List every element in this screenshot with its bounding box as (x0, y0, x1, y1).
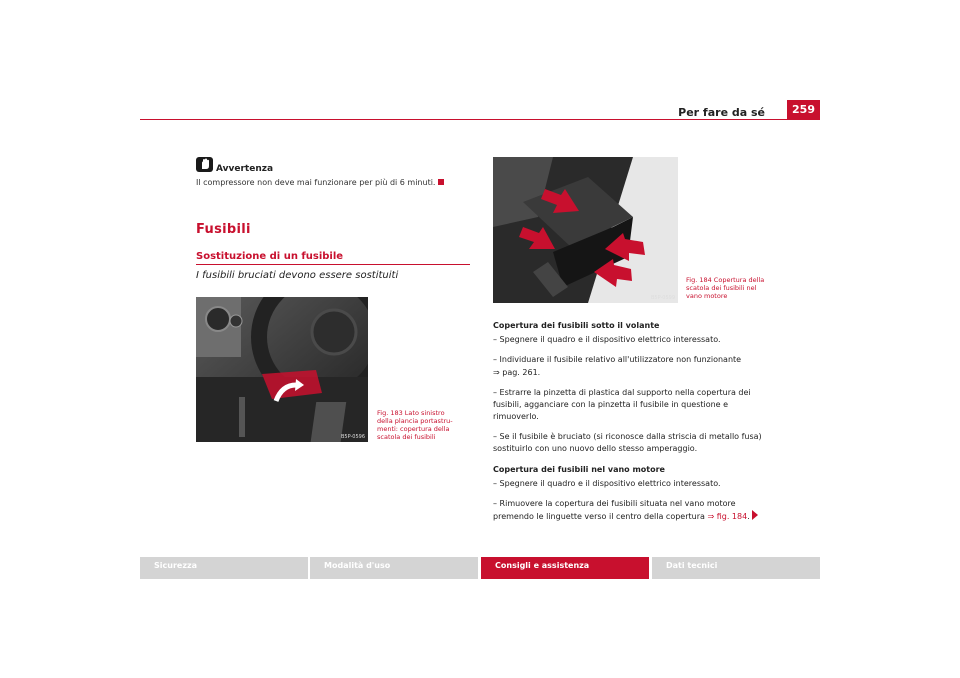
continue-arrow-icon (752, 510, 758, 520)
tab-label: Dati tecnici (666, 561, 718, 570)
step-line: – Spegnere il quadro e il dispositivo elettrico interessato. (493, 335, 721, 344)
tab-label: Consigli e assistenza (495, 561, 590, 570)
tab-consigli-e-assistenza[interactable] (481, 557, 649, 579)
step-text: premendo le linguette verso il centro della copertura (493, 512, 708, 521)
step-end: . (747, 512, 750, 521)
step-line: – Estrarre la pinzetta di plastica dal supporto nella copertura dei (493, 388, 751, 397)
caption-line: scatola dei fusibili (377, 433, 436, 441)
caption-line: Fig. 183 Lato sinistro (377, 409, 445, 417)
figure-184-caption (686, 276, 776, 300)
figure-184-link[interactable]: ⇒ fig. 184 (707, 512, 748, 521)
figure-184-engine-bay-photo (493, 157, 678, 303)
figure-184-code: B5P-0599 (650, 295, 675, 301)
caption-line: vano motore (686, 292, 728, 300)
step-line: – Individuare il fusibile relativo all'utilizzatore non funzionante (493, 355, 742, 364)
running-header-title: Per fare da sé (678, 106, 765, 119)
step-line: – Rimuovere la copertura dei fusibili situata nel vano motore (493, 499, 736, 508)
intro-text: I fusibili bruciati devono essere sostituiti (196, 270, 399, 281)
figure-183-caption (377, 409, 467, 441)
warning-text (196, 178, 444, 187)
caption-line: menti: copertura della (377, 425, 450, 433)
header-rule (140, 119, 820, 120)
instructions-heading-steering: Copertura dei fusibili sotto il volante (493, 321, 660, 330)
subsection-title: Sostituzione di un fusibile (196, 251, 344, 262)
page-link[interactable]: ⇒ pag. 261. (493, 368, 541, 377)
warning-title: Avvertenza (216, 164, 274, 174)
tab-sicurezza[interactable] (140, 557, 308, 579)
tab-label: Sicurezza (154, 561, 198, 570)
page-number: 259 (787, 100, 820, 119)
tab-dati-tecnici[interactable] (652, 557, 820, 579)
figure-183-dashboard-photo (196, 297, 368, 442)
step-line: – Spegnere il quadro e il dispositivo elettrico interessato. (493, 479, 721, 488)
warning-text-body: Il compressore non deve mai funzionare per più di 6 minuti. (196, 178, 436, 187)
caption-line: della plancia portastru- (377, 417, 453, 425)
end-of-section-marker (438, 179, 444, 185)
step-line: – Se il fusibile è bruciato (si riconosce dalla striscia di metallo fusa) (493, 432, 762, 441)
caption-line: scatola dei fusibili nel (686, 284, 757, 292)
figure-183-code: B5P-0596 (340, 434, 365, 440)
instructions-heading-engine: Copertura dei fusibili nel vano motore (493, 465, 665, 474)
section-title: Fusibili (196, 222, 251, 237)
caption-line: Fig. 184 Copertura della (686, 276, 765, 284)
tab-modalita-duso[interactable] (310, 557, 478, 579)
step-line-with-ref (493, 510, 758, 523)
warning-hand-icon (196, 157, 213, 172)
tab-label: Modalità d'uso (324, 561, 391, 570)
step-line: sostituirlo con uno nuovo dello stesso amperaggio. (493, 444, 698, 453)
subsection-rule (196, 264, 470, 265)
step-line: rimuoverlo. (493, 412, 539, 421)
step-line: fusibili, agganciare con la pinzetta il fusibile in questione e (493, 400, 729, 409)
